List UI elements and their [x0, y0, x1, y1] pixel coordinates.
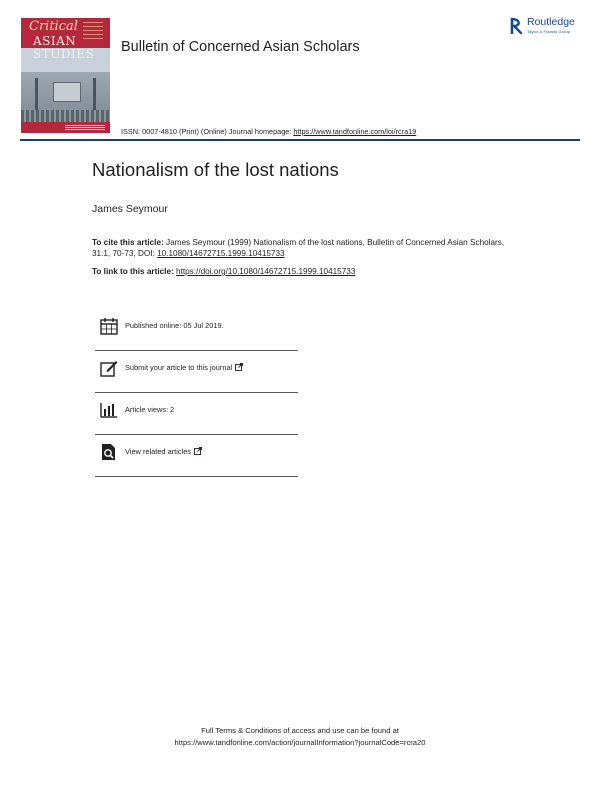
cover-photo	[21, 72, 110, 122]
cite-label: To cite this article:	[92, 238, 164, 247]
cover-title-line1: ASIAN	[33, 34, 77, 48]
submit-article-link[interactable]	[125, 363, 243, 372]
published-date: Published online: 05 Jul 2019.	[125, 321, 224, 330]
footer-terms-link[interactable]: https://www.tandfonline.com/action/journalInformation?journalCode=rcra20	[174, 738, 426, 747]
submit-row[interactable]	[95, 351, 298, 393]
publisher-name: Routledge	[527, 16, 575, 28]
issn-line	[121, 127, 416, 136]
citation-block	[92, 237, 512, 259]
related-articles-link[interactable]	[125, 447, 202, 456]
doi-link[interactable]: 10.1080/14672715.1999.10415733	[157, 249, 285, 258]
article-url-link[interactable]: https://doi.org/10.1080/14672715.1999.10415733	[176, 267, 356, 276]
journal-title: Bulletin of Concerned Asian Scholars	[121, 39, 360, 55]
article-views: Article views: 2	[125, 405, 175, 414]
article-info-box	[95, 309, 298, 477]
cover-fine-print	[83, 22, 103, 40]
issn-text: ISSN: 0007-4810 (Print) (Online) Journal homepage:	[121, 127, 294, 136]
views-row	[95, 393, 298, 435]
cover-script-title: Critical	[29, 19, 78, 34]
journal-cover-image	[21, 18, 110, 133]
journal-homepage-link[interactable]: https://www.tandfonline.com/loi/rcra19	[293, 127, 417, 136]
submit-article-label: Submit your article to this journal	[125, 363, 233, 372]
calendar-icon	[100, 317, 118, 335]
related-articles-label: View related articles	[125, 447, 191, 456]
cover-title-line2: STUDIES	[33, 47, 95, 61]
bar-chart-icon	[100, 401, 118, 419]
published-row	[95, 309, 298, 351]
publisher-tagline: Taylor & Francis Group	[527, 29, 571, 34]
footer-terms-text: Full Terms & Conditions of access and use can be found at	[201, 726, 399, 735]
related-row[interactable]	[95, 435, 298, 477]
header-divider	[20, 139, 580, 141]
external-link-icon	[235, 363, 243, 371]
external-link-icon	[194, 447, 202, 455]
article-author: James Seymour	[92, 203, 168, 215]
document-search-icon	[100, 443, 118, 461]
article-title: Nationalism of the lost nations	[92, 159, 339, 180]
cite-text: James Seymour (1999) Nationalism of the lost nations, Bulletin of Concerned Asian Scholars, 31:1, 70-73, DOI:	[92, 238, 505, 258]
edit-icon	[100, 359, 118, 377]
routledge-logo-icon	[510, 17, 524, 35]
link-label: To link to this article:	[92, 267, 177, 276]
cover-footer-band	[21, 122, 110, 133]
article-link-line	[92, 267, 355, 276]
